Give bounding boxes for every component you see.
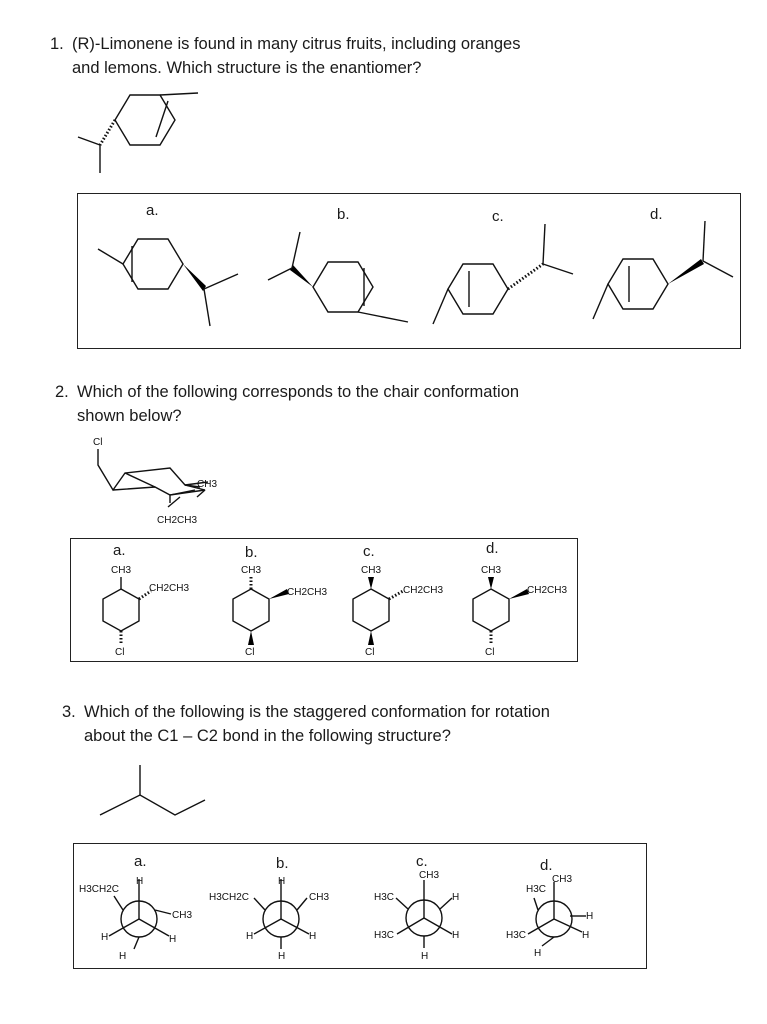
svg-text:H: H xyxy=(169,934,177,945)
svg-text:CH3: CH3 xyxy=(361,565,382,576)
svg-text:H: H xyxy=(421,951,429,962)
option-b-label[interactable]: b. xyxy=(245,544,258,561)
structure-a[interactable] xyxy=(98,234,248,334)
question-3 xyxy=(62,700,550,748)
question-text-line1: Which of the following is the staggered conformation for rotation xyxy=(84,703,550,721)
question-text-line2: shown below? xyxy=(77,407,182,425)
option-d-label[interactable]: d. xyxy=(540,857,553,874)
chair-cl-label: Cl xyxy=(93,437,103,448)
question-text-line2: and lemons. Which structure is the enantiomer? xyxy=(72,59,422,77)
butane-structure xyxy=(100,765,210,825)
svg-text:Cl: Cl xyxy=(245,647,255,658)
option-a-label[interactable]: a. xyxy=(113,542,126,559)
question-number: 2. xyxy=(55,383,69,401)
svg-text:H: H xyxy=(101,932,109,943)
svg-text:CH3: CH3 xyxy=(481,565,502,576)
svg-text:H: H xyxy=(582,930,590,941)
newman-option-d[interactable] xyxy=(494,874,624,964)
svg-text:Cl: Cl xyxy=(485,647,495,658)
answer-box-q3 xyxy=(73,843,647,969)
structure-c[interactable] xyxy=(433,219,583,329)
newman-option-a[interactable] xyxy=(79,874,209,964)
option-c-label[interactable]: c. xyxy=(492,208,504,225)
option-a-label[interactable]: a. xyxy=(134,853,147,870)
svg-text:H: H xyxy=(452,930,460,941)
newman-option-b[interactable] xyxy=(209,874,349,964)
svg-text:H: H xyxy=(452,892,460,903)
question-text-line1: Which of the following corresponds to the chair conformation xyxy=(77,383,520,401)
option-b-label[interactable]: b. xyxy=(337,206,350,223)
svg-text:CH3: CH3 xyxy=(552,874,573,885)
chair-option-a[interactable] xyxy=(91,561,211,661)
newman-option-c[interactable] xyxy=(364,866,484,961)
svg-text:Cl: Cl xyxy=(365,647,375,658)
svg-text:H: H xyxy=(246,931,254,942)
svg-text:H3C: H3C xyxy=(374,930,395,941)
svg-text:H: H xyxy=(136,876,144,887)
svg-text:CH2CH3: CH2CH3 xyxy=(403,585,444,596)
chair-option-b[interactable] xyxy=(221,561,341,661)
option-a-label[interactable]: a. xyxy=(146,202,159,219)
svg-text:H: H xyxy=(119,951,127,962)
option-d-label[interactable]: d. xyxy=(650,206,663,223)
chair-option-c[interactable] xyxy=(341,561,461,661)
question-text-line1: (R)-Limonene is found in many citrus fruits, including oranges xyxy=(72,35,521,53)
chair-ch3-label: CH3 xyxy=(197,479,218,490)
structure-b[interactable] xyxy=(268,222,418,332)
svg-text:CH3: CH3 xyxy=(419,870,440,881)
svg-text:CH2CH3: CH2CH3 xyxy=(527,585,568,596)
svg-text:H: H xyxy=(278,876,286,887)
question-1 xyxy=(50,32,520,80)
svg-text:CH3: CH3 xyxy=(172,910,193,921)
question-text-line2: about the C1 – C2 bond in the following structure? xyxy=(84,727,451,745)
svg-text:H3C: H3C xyxy=(374,892,395,903)
svg-text:CH2CH3: CH2CH3 xyxy=(287,587,328,598)
svg-text:H: H xyxy=(309,931,317,942)
option-d-label[interactable]: d. xyxy=(486,540,499,557)
svg-text:H: H xyxy=(534,948,542,959)
option-b-label[interactable]: b. xyxy=(276,855,289,872)
svg-text:CH2CH3: CH2CH3 xyxy=(149,583,190,594)
svg-text:CH3: CH3 xyxy=(309,892,330,903)
svg-text:CH3: CH3 xyxy=(241,565,262,576)
svg-text:H: H xyxy=(586,911,594,922)
svg-text:H3CH2C: H3CH2C xyxy=(209,892,250,903)
structure-d[interactable] xyxy=(593,219,743,329)
question-2 xyxy=(55,380,519,428)
limonene-structure xyxy=(70,85,210,185)
svg-text:H: H xyxy=(278,951,286,962)
option-c-label[interactable]: c. xyxy=(416,853,428,870)
answer-box-q1 xyxy=(77,193,741,349)
svg-text:CH3: CH3 xyxy=(111,565,132,576)
svg-text:H3C: H3C xyxy=(506,930,527,941)
chair-option-d[interactable] xyxy=(461,561,581,661)
svg-text:Cl: Cl xyxy=(115,647,125,658)
question-number: 1. xyxy=(50,35,64,53)
chair-ch2ch3-label: CH2CH3 xyxy=(157,515,198,526)
answer-box-q2 xyxy=(70,538,578,662)
option-c-label[interactable]: c. xyxy=(363,543,375,560)
svg-text:H3C: H3C xyxy=(526,884,547,895)
question-number: 3. xyxy=(62,703,76,721)
chair-conformation xyxy=(85,435,245,530)
svg-text:H3CH2C: H3CH2C xyxy=(79,884,120,895)
